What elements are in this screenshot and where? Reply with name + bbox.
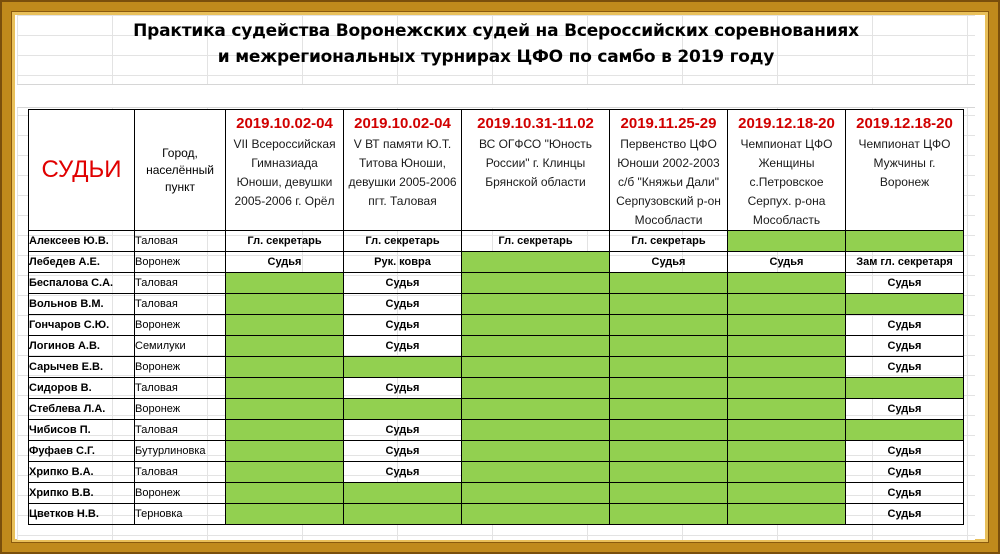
table-row xyxy=(29,294,964,315)
role-cell: Гл. секретарь xyxy=(226,231,344,252)
judge-city: Бутурлиновка xyxy=(135,441,226,462)
role-cell xyxy=(226,441,344,462)
role-cell xyxy=(226,336,344,357)
role-cell xyxy=(728,273,846,294)
judge-name: Фуфаев С.Г. xyxy=(29,441,135,462)
role-cell xyxy=(462,273,610,294)
role-cell: Гл. секретарь xyxy=(344,231,462,252)
role-cell xyxy=(462,420,610,441)
role-cell xyxy=(462,294,610,315)
judge-name: Хрипко В.А. xyxy=(29,462,135,483)
role-cell xyxy=(610,483,728,504)
role-cell xyxy=(344,483,462,504)
page-title xyxy=(17,15,975,73)
table-row xyxy=(29,231,964,252)
table-row xyxy=(29,336,964,357)
role-cell xyxy=(226,483,344,504)
role-cell: Судья xyxy=(610,252,728,273)
table-row xyxy=(29,462,964,483)
role-cell xyxy=(728,462,846,483)
title-line-1: Практика судейства Воронежских судей на Всероссийских соревнованиях xyxy=(133,21,859,41)
judge-city: Воронеж xyxy=(135,357,226,378)
role-cell xyxy=(462,483,610,504)
judge-city: Таловая xyxy=(135,294,226,315)
role-cell: Судья xyxy=(846,399,964,420)
role-cell: Судья xyxy=(344,378,462,399)
judges-table xyxy=(28,109,964,525)
judge-city: Терновка xyxy=(135,504,226,525)
table-row xyxy=(29,483,964,504)
judge-name: Сарычев Е.В. xyxy=(29,357,135,378)
role-cell xyxy=(610,357,728,378)
judge-name: Логинов А.В. xyxy=(29,336,135,357)
role-cell xyxy=(728,504,846,525)
judges-column-header: СУДЬИ xyxy=(29,110,135,231)
role-cell xyxy=(226,420,344,441)
role-cell xyxy=(226,273,344,294)
table-row xyxy=(29,441,964,462)
role-cell xyxy=(728,420,846,441)
role-cell: Судья xyxy=(344,420,462,441)
judge-name: Лебедев А.Е. xyxy=(29,252,135,273)
role-cell xyxy=(728,336,846,357)
judge-name: Гончаров С.Ю. xyxy=(29,315,135,336)
judge-city: Воронеж xyxy=(135,399,226,420)
role-cell xyxy=(846,378,964,399)
judge-city: Таловая xyxy=(135,420,226,441)
role-cell xyxy=(462,441,610,462)
table-row xyxy=(29,357,964,378)
role-cell xyxy=(728,294,846,315)
role-cell: Судья xyxy=(344,294,462,315)
judge-name: Цветков Н.В. xyxy=(29,504,135,525)
event-date: 2019.10.31-11.02 xyxy=(477,115,594,132)
table-row xyxy=(29,273,964,294)
table-row xyxy=(29,378,964,399)
role-cell xyxy=(344,504,462,525)
role-cell xyxy=(610,378,728,399)
judge-city: Воронеж xyxy=(135,252,226,273)
role-cell: Судья xyxy=(344,441,462,462)
role-cell: Судья xyxy=(846,273,964,294)
judge-name: Чибисов П. xyxy=(29,420,135,441)
role-cell xyxy=(462,399,610,420)
table-row xyxy=(29,315,964,336)
judge-city: Таловая xyxy=(135,378,226,399)
event-date: 2019.11.25-29 xyxy=(620,115,717,132)
role-cell xyxy=(462,252,610,273)
role-cell xyxy=(226,315,344,336)
role-cell xyxy=(610,399,728,420)
judge-city: Таловая xyxy=(135,462,226,483)
role-cell xyxy=(728,315,846,336)
judge-city: Воронеж xyxy=(135,483,226,504)
judge-name: Сидоров В. xyxy=(29,378,135,399)
role-cell: Судья xyxy=(846,462,964,483)
role-cell xyxy=(728,231,846,252)
table-row xyxy=(29,252,964,273)
judge-name: Стеблева Л.А. xyxy=(29,399,135,420)
role-cell xyxy=(610,462,728,483)
role-cell xyxy=(728,378,846,399)
event-description: V ВТ памяти Ю.Т. Титова Юноши, девушки 2005-2006 пгт. Таловая xyxy=(348,137,457,208)
role-cell xyxy=(610,273,728,294)
judge-name: Беспалова С.А. xyxy=(29,273,135,294)
judge-name: Хрипко В.В. xyxy=(29,483,135,504)
role-cell: Судья xyxy=(344,315,462,336)
event-description: Чемпионат ЦФО Женщины с.Петровское Серпух. р-она Мособласть xyxy=(740,137,833,227)
role-cell xyxy=(462,504,610,525)
role-cell xyxy=(610,315,728,336)
role-cell: Судья xyxy=(344,273,462,294)
role-cell xyxy=(610,420,728,441)
event-date: 2019.12.18-20 xyxy=(738,115,835,132)
judge-city: Семилуки xyxy=(135,336,226,357)
role-cell: Судья xyxy=(846,357,964,378)
role-cell xyxy=(728,441,846,462)
role-cell xyxy=(462,336,610,357)
event-header xyxy=(610,110,728,231)
judge-name: Алексеев Ю.В. xyxy=(29,231,135,252)
blank-spacer-row xyxy=(17,84,975,108)
event-header xyxy=(462,110,610,231)
role-cell: Судья xyxy=(846,504,964,525)
event-date: 2019.12.18-20 xyxy=(856,115,953,132)
role-cell xyxy=(610,504,728,525)
role-cell: Судья xyxy=(344,336,462,357)
role-cell: Судья xyxy=(846,315,964,336)
role-cell xyxy=(462,315,610,336)
role-cell xyxy=(846,231,964,252)
table-row xyxy=(29,504,964,525)
event-date: 2019.10.02-04 xyxy=(354,115,451,132)
role-cell: Судья xyxy=(846,483,964,504)
role-cell: Рук. ковра xyxy=(344,252,462,273)
role-cell xyxy=(226,399,344,420)
title-line-2: и межрегиональных турнирах ЦФО по самбо в 2019 году xyxy=(217,47,775,67)
event-description: ВС ОГФСО "Юность России" г. Клинцы Брянской области xyxy=(478,137,593,189)
table-row xyxy=(29,399,964,420)
role-cell xyxy=(462,462,610,483)
role-cell xyxy=(226,294,344,315)
role-cell xyxy=(846,294,964,315)
role-cell xyxy=(610,294,728,315)
role-cell xyxy=(226,504,344,525)
role-cell: Судья xyxy=(846,441,964,462)
event-date: 2019.10.02-04 xyxy=(236,115,333,132)
role-cell xyxy=(226,462,344,483)
role-cell xyxy=(610,336,728,357)
role-cell: Гл. секретарь xyxy=(462,231,610,252)
event-header xyxy=(728,110,846,231)
role-cell: Судья xyxy=(846,336,964,357)
role-cell xyxy=(728,357,846,378)
event-description: VII Всероссийская Гимназиада Юноши, девушки 2005-2006 г. Орёл xyxy=(233,137,336,208)
role-cell xyxy=(344,399,462,420)
city-column-header: Город, населённый пункт xyxy=(135,110,226,231)
role-cell: Гл. секретарь xyxy=(610,231,728,252)
table-row xyxy=(29,420,964,441)
judge-name: Вольнов В.М. xyxy=(29,294,135,315)
event-description: Чемпионат ЦФО Мужчины г. Воронеж xyxy=(858,137,951,189)
judge-city: Таловая xyxy=(135,273,226,294)
role-cell: Судья xyxy=(344,462,462,483)
event-header xyxy=(226,110,344,231)
role-cell xyxy=(846,420,964,441)
role-cell: Судья xyxy=(728,252,846,273)
role-cell: Судья xyxy=(226,252,344,273)
role-cell xyxy=(610,441,728,462)
judge-city: Воронеж xyxy=(135,315,226,336)
role-cell xyxy=(462,378,610,399)
event-header xyxy=(344,110,462,231)
judge-city: Таловая xyxy=(135,231,226,252)
role-cell xyxy=(226,357,344,378)
role-cell xyxy=(728,399,846,420)
header-row xyxy=(29,110,964,231)
role-cell xyxy=(728,483,846,504)
role-cell xyxy=(344,357,462,378)
role-cell: Зам гл. секретаря xyxy=(846,252,964,273)
event-description: Первенство ЦФО Юноши 2002-2003 с/б "Княжьи Дали" Серпузовский р-он Мособласти xyxy=(616,137,721,227)
event-header xyxy=(846,110,964,231)
role-cell xyxy=(226,378,344,399)
role-cell xyxy=(462,357,610,378)
